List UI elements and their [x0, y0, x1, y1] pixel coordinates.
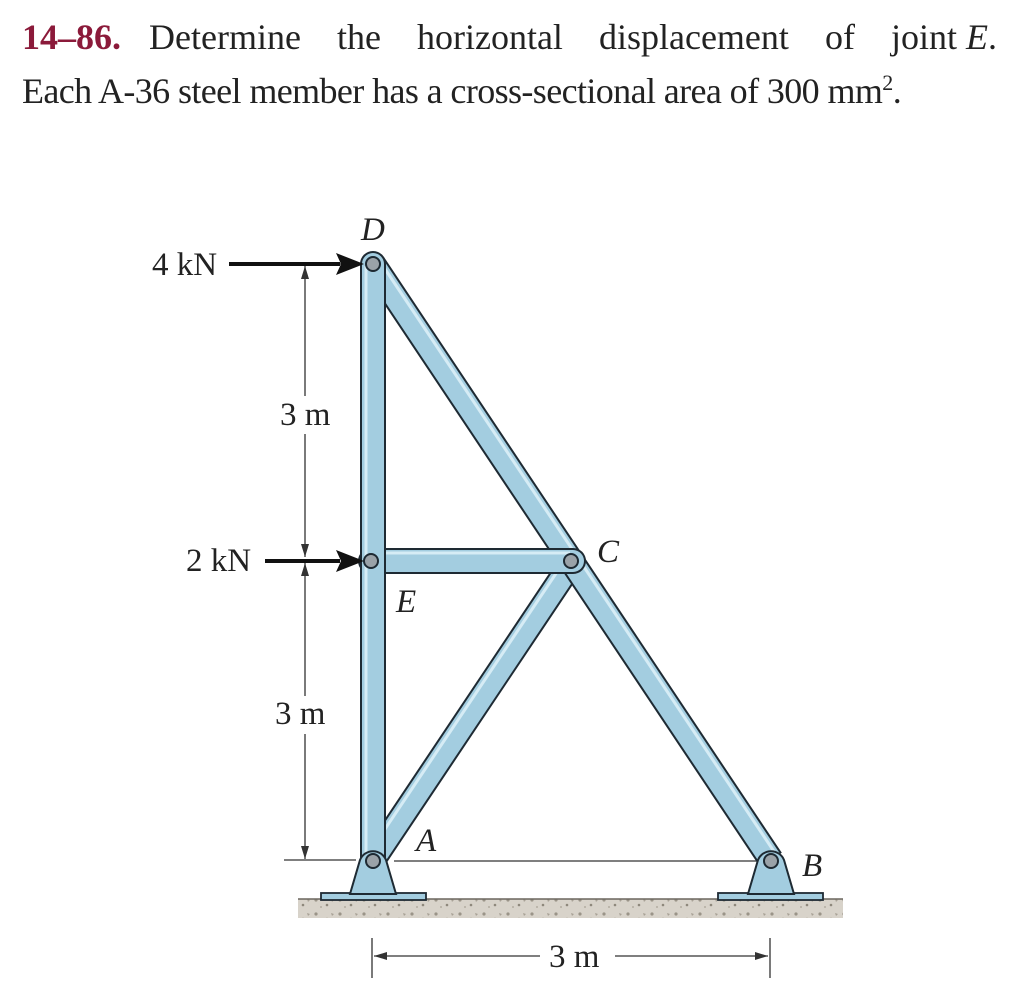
pin-d [366, 257, 380, 271]
pin-e [364, 554, 378, 568]
pin-c [564, 554, 578, 568]
dim-label-lower: 3 m [275, 696, 326, 732]
problem-number: 14–86. [22, 17, 121, 57]
dim-label-upper: 3 m [280, 397, 331, 433]
joint-label-e: E [396, 584, 417, 620]
joint-label-c: C [597, 534, 620, 570]
ground-surface [298, 899, 843, 918]
joint-label-a: A [416, 823, 437, 859]
load-label-middle: 2 kN [186, 543, 252, 579]
load-arrow-middle [265, 550, 364, 572]
pin-b [764, 854, 778, 868]
joint-label-d: D [361, 212, 385, 248]
problem-joint-name: E [965, 17, 988, 57]
dim-label-base: 3 m [549, 939, 600, 975]
joint-label-b: B [802, 848, 823, 884]
pin-a [366, 854, 380, 868]
load-label-top: 4 kN [152, 247, 218, 283]
load-arrow-top [229, 253, 364, 275]
problem-line-1: 14–86. Determine the horizontal displacement of joint E. [22, 17, 997, 57]
problem-line-2: Each A-36 steel member has a cross-sectional area of 300 $mm^2$. [22, 70, 902, 111]
